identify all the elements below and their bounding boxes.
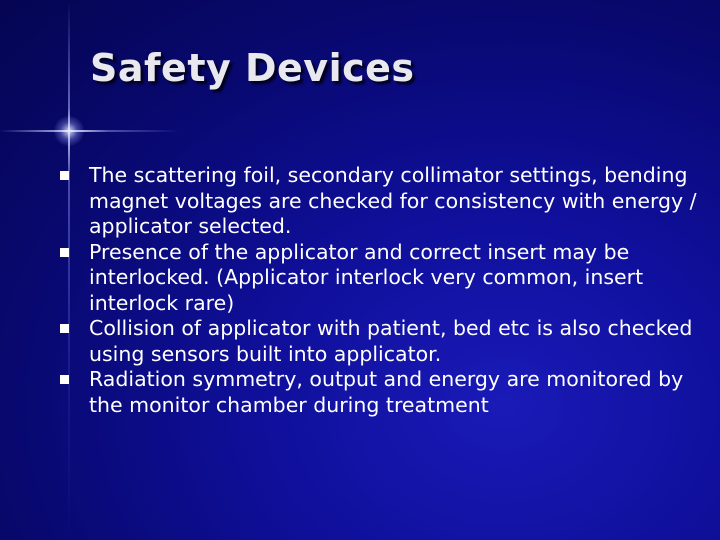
bullet-item [0, 240, 700, 317]
square-bullet-icon [60, 375, 69, 384]
bullet-text: Radiation symmetry, output and energy are monitored by the monitor chamber during treatment [89, 367, 684, 417]
bullet-text: Collision of applicator with patient, bed etc is also checked using sensors built into applicator. [89, 316, 693, 366]
slide-title: Safety Devices [90, 46, 415, 90]
decorative-flare-horizontal [0, 130, 180, 132]
square-bullet-icon [60, 171, 69, 180]
bullet-text: Presence of the applicator and correct insert may be interlocked. (Applicator interlock very common, insert interlock rare) [89, 239, 644, 315]
bullet-item [0, 163, 700, 240]
bullet-text: The scattering foil, secondary collimator settings, bending magnet voltages are checked for consistency with energy / applicator selected. [89, 163, 697, 238]
bullet-item [0, 367, 700, 418]
decorative-flare-glow [54, 116, 84, 146]
bullet-item [0, 316, 700, 367]
bullet-list [0, 163, 700, 418]
square-bullet-icon [60, 248, 69, 257]
square-bullet-icon [60, 324, 69, 333]
